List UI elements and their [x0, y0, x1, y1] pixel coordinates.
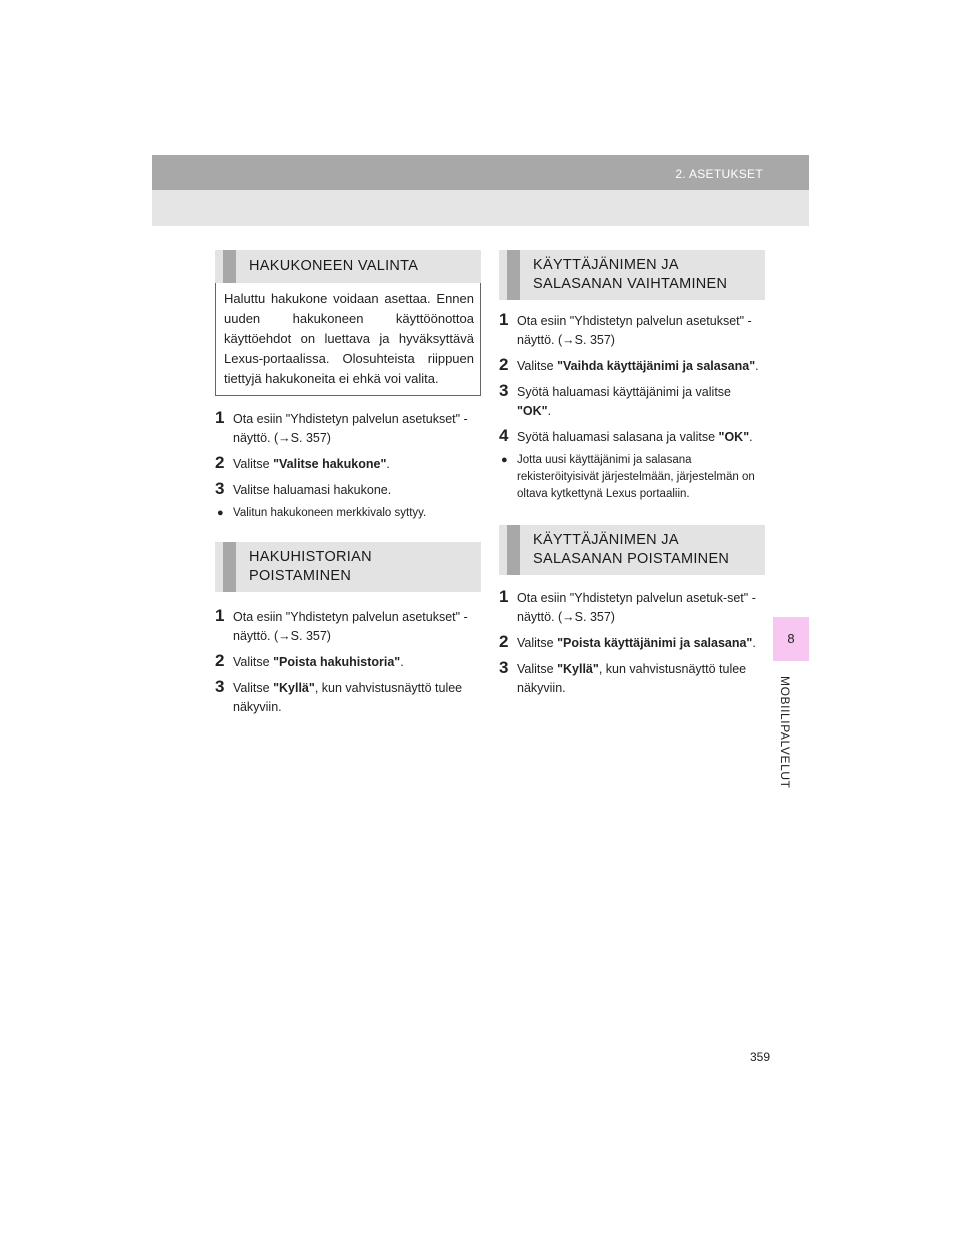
step-text: .	[386, 457, 390, 471]
step-text: Ota esiin "Yhdistetyn palvelun asetukset" -näyttö. (→S. 357)	[233, 610, 468, 643]
chapter-tab[interactable]: 8	[773, 617, 809, 661]
bullet-icon: ●	[217, 507, 224, 519]
step-item	[499, 312, 765, 350]
step-number: 2	[215, 651, 225, 670]
step-number: 3	[499, 658, 509, 677]
heading-text: KÄYTTÄJÄNIMEN JA	[533, 257, 679, 273]
step-text: Valitse	[233, 655, 274, 669]
heading-text: SALASANAN VAIHTAMINEN	[533, 276, 728, 292]
step-text: .	[400, 655, 404, 669]
step-number: 1	[215, 408, 225, 427]
step-text: .	[752, 636, 756, 650]
step-item	[215, 410, 481, 448]
step-text: .	[547, 404, 552, 418]
right-column	[499, 250, 765, 698]
note-text: Jotta uusi käyttäjänimi ja salasana rekisteröityisivät järjestelmään, järjestelmän on oltava kytkettynä Lexus portaaliin.	[517, 454, 755, 500]
heading-text: KÄYTTÄJÄNIMEN JA	[533, 532, 679, 548]
step-item	[215, 679, 481, 717]
step-text: , kun vahvistusnäyttö tulee näkyviin.	[517, 662, 747, 695]
section-heading	[215, 542, 481, 592]
chapter-label: MOBIILIPALVELUT	[778, 676, 792, 789]
left-column	[215, 250, 481, 717]
step-text: Syötä haluamasi salasana ja valitse	[517, 430, 719, 444]
intro-box: Haluttu hakukone voidaan asettaa. Ennen uuden hakukoneen käyttöönottoa käyttöehdot on luettava ja hyväksyttävä Lexus-portaalissa. Olosuhteista riippuen tiettyjä hakukoneita ei ehkä voi valita.	[215, 283, 481, 396]
section-heading	[215, 250, 481, 283]
note-item	[499, 452, 765, 503]
menu-option: "Vaihda käyttäjänimi ja salasana"	[557, 359, 756, 373]
step-text: Valitse	[517, 359, 558, 373]
step-item	[499, 660, 765, 698]
step-number: 2	[499, 632, 509, 651]
step-number: 1	[215, 606, 225, 625]
menu-option: "OK"	[517, 404, 548, 418]
step-text: .	[749, 430, 753, 444]
step-item	[215, 481, 481, 500]
step-text: Valitse	[517, 662, 558, 676]
step-text: Syötä haluamasi käyttäjänimi ja valitse	[517, 385, 731, 399]
page-number: 359	[750, 1050, 771, 1064]
menu-option: "Poista hakuhistoria"	[273, 655, 401, 669]
step-number: 2	[499, 355, 509, 374]
section-heading	[499, 250, 765, 300]
step-text: Ota esiin "Yhdistetyn palvelun asetukset" -näyttö. (→S. 357)	[233, 412, 468, 445]
step-item	[215, 653, 481, 672]
note-text: Valitun hakukoneen merkkivalo syttyy.	[233, 507, 427, 519]
heading-text: HAKUKONEEN VALINTA	[249, 258, 419, 274]
step-item	[499, 383, 765, 421]
menu-option: "Poista käyttäjänimi ja salasana"	[557, 636, 753, 650]
step-item	[215, 608, 481, 646]
step-number: 1	[499, 587, 509, 606]
step-number: 3	[215, 479, 225, 498]
header-bar	[152, 155, 809, 190]
heading-text: HAKUHISTORIAN	[249, 549, 372, 565]
menu-option: "Kyllä"	[273, 681, 315, 695]
step-item	[499, 589, 765, 627]
step-text: Valitse	[517, 636, 558, 650]
step-text: Valitse	[233, 681, 274, 695]
heading-text: POISTAMINEN	[249, 568, 352, 584]
section-heading	[499, 525, 765, 575]
step-number: 2	[215, 453, 225, 472]
step-text: Valitse haluamasi hakukone.	[233, 483, 392, 497]
step-item	[499, 634, 765, 653]
bullet-icon: ●	[501, 454, 508, 466]
step-number: 4	[499, 426, 509, 445]
step-text: .	[755, 359, 759, 373]
step-text: Ota esiin "Yhdistetyn palvelun asetukset" -näyttö. (→S. 357)	[517, 314, 752, 347]
step-item	[499, 428, 765, 447]
step-number: 3	[215, 677, 225, 696]
step-text: Valitse	[233, 457, 274, 471]
section-title: 2. ASETUKSET	[675, 167, 763, 181]
step-number: 3	[499, 381, 509, 400]
heading-text: SALASANAN POISTAMINEN	[533, 551, 730, 567]
step-item	[499, 357, 765, 376]
header-sub-bar	[152, 190, 809, 226]
step-text: , kun vahvistusnäyttö tulee näkyviin.	[233, 681, 463, 714]
menu-option: "Kyllä"	[557, 662, 599, 676]
note-item	[215, 505, 481, 522]
menu-option: "OK"	[718, 430, 750, 444]
step-text: Ota esiin "Yhdistetyn palvelun asetuk-set" -näyttö. (→S. 357)	[517, 591, 756, 624]
menu-option: "Valitse hakukone"	[273, 457, 387, 471]
step-item	[215, 455, 481, 474]
step-number: 1	[499, 310, 509, 329]
